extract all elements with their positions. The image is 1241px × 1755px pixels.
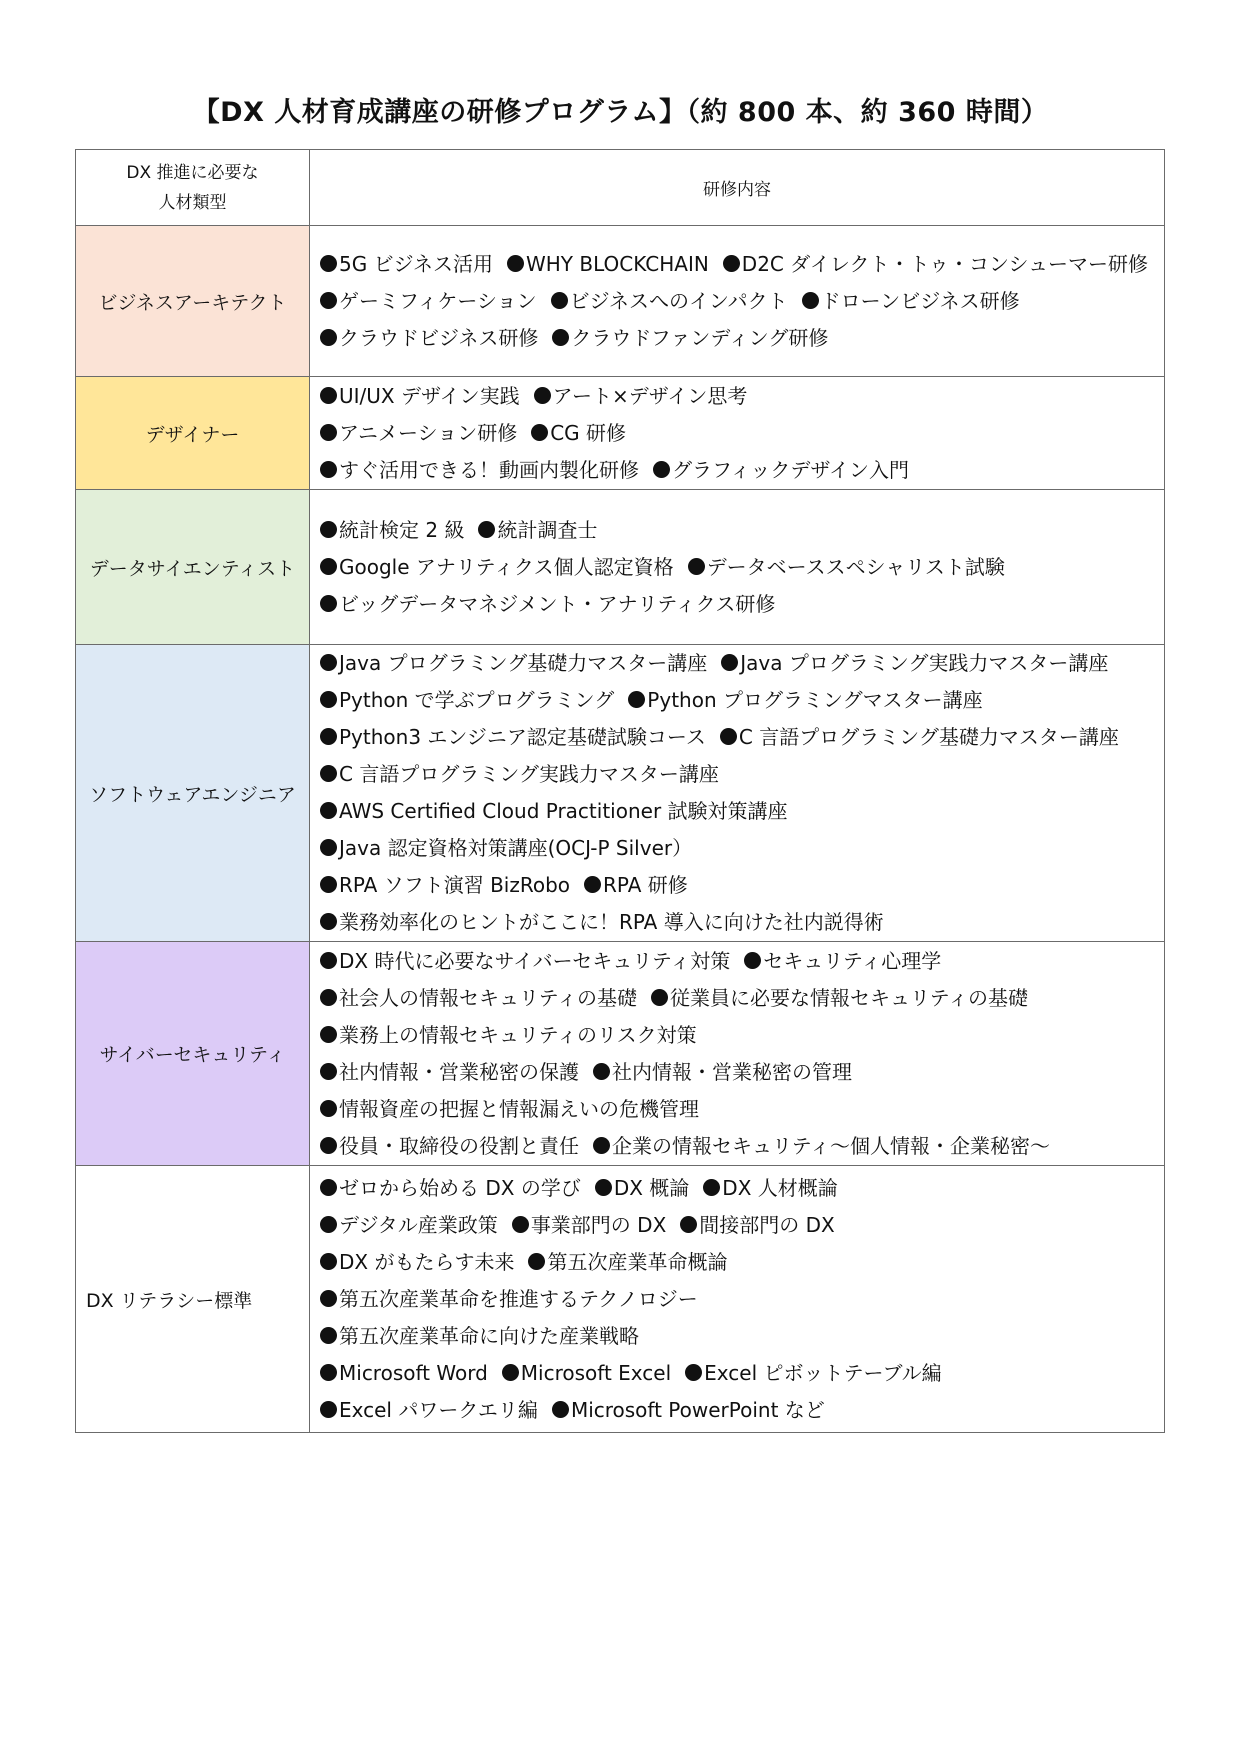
bullet-icon: [320, 989, 337, 1006]
bullet-icon: [552, 329, 569, 346]
course-line: [320, 1017, 1164, 1054]
course-item: [320, 421, 517, 445]
course-item: [320, 1361, 488, 1385]
course-label: アート×デザイン思考: [552, 383, 748, 408]
bullet-icon: [685, 1364, 702, 1381]
bullet-icon: [502, 1364, 519, 1381]
course-line: [320, 830, 1164, 867]
course-label: DX がもたらす未来: [339, 1249, 515, 1274]
table-row: [76, 377, 1165, 490]
course-item: [320, 289, 537, 313]
course-line: [320, 1281, 1164, 1318]
bullet-icon: [320, 1063, 337, 1080]
course-label: 役員・取締役の役割と責任: [339, 1133, 579, 1158]
course-label: 第五次産業革命を推進するテクノロジー: [339, 1286, 698, 1311]
course-label: RPA ソフト演習 BizRobo: [339, 873, 571, 897]
course-label: 業務効率化のヒントがここに！RPA 導入に向けた社内説得術: [339, 910, 884, 934]
course-item: [320, 326, 538, 350]
course-label: Microsoft Excel: [520, 1360, 672, 1385]
course-line: [320, 1128, 1164, 1165]
bullet-icon: [320, 387, 337, 404]
bullet-icon: [320, 765, 337, 782]
bullet-icon: [653, 461, 670, 478]
course-label: Java プログラミング基礎力マスター講座: [339, 651, 708, 675]
bullet-icon: [320, 876, 337, 893]
course-label: 事業部門の DX: [530, 1212, 667, 1237]
bullet-icon: [320, 292, 337, 309]
course-label: 情報資産の把握と情報漏えいの危機管理: [339, 1096, 699, 1121]
bullet-icon: [507, 255, 524, 272]
table-row: [76, 226, 1165, 377]
table-header-row: [76, 150, 1165, 226]
course-list-cell: [310, 226, 1165, 377]
course-item: [320, 688, 614, 712]
category-cell: ソフトウェアエンジニア: [76, 645, 310, 942]
bullet-icon: [723, 255, 740, 272]
course-item: [320, 1213, 498, 1237]
course-list-cell: [310, 942, 1165, 1166]
course-line: [320, 1091, 1164, 1128]
course-line: [320, 1170, 1164, 1207]
course-label: 業務上の情報セキュリティのリスク対策: [339, 1022, 697, 1047]
category-header: [76, 150, 310, 226]
course-item: [744, 949, 941, 973]
course-line: [320, 452, 1164, 489]
course-label: Python で学ぶプログラミング: [339, 688, 615, 712]
course-item: [551, 289, 788, 313]
course-item: [320, 252, 493, 276]
bullet-icon: [552, 1401, 569, 1418]
course-item: [507, 252, 709, 276]
course-label: アニメーション研修: [339, 420, 518, 445]
course-item: [628, 688, 982, 712]
course-label: CG 研修: [550, 420, 627, 445]
course-item: [320, 384, 520, 408]
course-item: [320, 1176, 581, 1200]
course-line: [320, 586, 1164, 623]
table-row: [76, 490, 1165, 645]
course-item: [320, 651, 707, 675]
course-line: [320, 793, 1164, 830]
course-line: [320, 549, 1164, 586]
course-item: [320, 836, 692, 860]
course-label: すぐ活用できる！動画内製化研修: [339, 457, 639, 482]
bullet-icon: [320, 1364, 337, 1381]
bullet-icon: [320, 521, 337, 538]
bullet-icon: [320, 255, 337, 272]
course-line: [320, 512, 1164, 549]
bullet-icon: [320, 952, 337, 969]
course-item: [320, 949, 730, 973]
course-label: 企業の情報セキュリティ～個人情報・企業秘密～: [612, 1133, 1050, 1158]
course-item: [320, 762, 719, 786]
bullet-icon: [320, 1100, 337, 1117]
course-label: グラフィックデザイン入門: [672, 457, 909, 482]
bullet-icon: [595, 1179, 612, 1196]
course-line: [320, 943, 1164, 980]
course-label: デジタル産業政策: [339, 1212, 498, 1237]
course-label: Google アナリティクス個人認定資格: [339, 554, 674, 579]
course-item: [534, 384, 748, 408]
bullet-icon: [628, 691, 645, 708]
course-label: 社内情報・営業秘密の保護: [339, 1059, 579, 1084]
course-item: [320, 725, 706, 749]
course-item: [685, 1361, 942, 1385]
course-item: [320, 1287, 698, 1311]
table-row: [76, 942, 1165, 1166]
course-line: [320, 1207, 1164, 1244]
bullet-icon: [320, 654, 337, 671]
bullet-icon: [320, 558, 337, 575]
bullet-icon: [584, 876, 601, 893]
course-item: [320, 1398, 538, 1422]
course-label: Microsoft Word: [339, 1360, 488, 1385]
course-item: [320, 1250, 514, 1274]
course-label: DX 概論: [613, 1175, 690, 1200]
table-row: [76, 645, 1165, 942]
course-label: クラウドビジネス研修: [339, 325, 539, 350]
course-label: D2C ダイレクト・トゥ・コンシューマー研修: [741, 251, 1149, 276]
course-label: Microsoft PowerPoint など: [570, 1397, 825, 1422]
course-item: [320, 518, 464, 542]
bullet-icon: [528, 1253, 545, 1270]
bullet-icon: [320, 595, 337, 612]
course-label: Excel ピボットテーブル編: [704, 1360, 942, 1385]
bullet-icon: [320, 1216, 337, 1233]
course-label: ゼロから始める DX の学び: [339, 1175, 581, 1200]
course-label: Python プログラミングマスター講座: [647, 688, 983, 712]
bullet-icon: [320, 1179, 337, 1196]
course-item: [531, 421, 626, 445]
course-item: [320, 555, 674, 579]
course-list-cell: [310, 490, 1165, 645]
course-item: [584, 873, 688, 897]
course-item: [595, 1176, 689, 1200]
course-label: Excel パワークエリ編: [339, 1397, 538, 1422]
category-header-line: 人材類型: [158, 192, 227, 213]
course-label: データベーススペシャリスト試験: [706, 554, 1005, 579]
bullet-icon: [320, 461, 337, 478]
course-item: [688, 555, 1005, 579]
course-line: [320, 1392, 1164, 1429]
course-line: [320, 682, 1164, 719]
course-item: [528, 1250, 727, 1274]
course-line: [320, 980, 1164, 1017]
bullet-icon: [703, 1179, 720, 1196]
document-title: 【DX 人材育成講座の研修プログラム】（約 800 本、約 360 時間）: [192, 97, 1049, 128]
bullet-icon: [512, 1216, 529, 1233]
course-label: AWS Certified Cloud Practitioner 試験対策講座: [339, 799, 788, 823]
course-line: [320, 415, 1164, 452]
course-item: [478, 518, 597, 542]
bullet-icon: [720, 728, 737, 745]
bullet-icon: [534, 387, 551, 404]
course-item: [720, 725, 1119, 749]
bullet-icon: [651, 989, 668, 1006]
course-item: [802, 289, 1020, 313]
course-label: 社会人の情報セキュリティの基礎: [339, 985, 637, 1010]
course-item: [320, 1324, 639, 1348]
bullet-icon: [593, 1137, 610, 1154]
bullet-icon: [688, 558, 705, 575]
bullet-icon: [802, 292, 819, 309]
course-item: [320, 799, 788, 823]
content-header: 研修内容: [310, 150, 1165, 226]
course-label: 従業員に必要な情報セキュリティの基礎: [670, 985, 1028, 1010]
bullet-icon: [551, 292, 568, 309]
course-list-cell: [310, 645, 1165, 942]
bullet-icon: [320, 802, 337, 819]
course-item: [721, 651, 1108, 675]
course-label: ビジネスへのインパクト: [569, 288, 788, 313]
course-item: [320, 1097, 699, 1121]
course-label: Java 認定資格対策講座(OCJ-P Silver）: [339, 836, 693, 860]
course-line: [320, 283, 1164, 320]
course-list-cell: [310, 377, 1165, 490]
bullet-icon: [721, 654, 738, 671]
course-label: DX 時代に必要なサイバーセキュリティ対策: [339, 948, 731, 973]
course-line: [320, 1355, 1164, 1392]
bullet-icon: [320, 424, 337, 441]
course-label: 5G ビジネス活用: [339, 251, 493, 276]
table-row: [76, 1166, 1165, 1433]
course-label: Python3 エンジニア認定基礎試験コース: [339, 725, 706, 749]
category-cell: サイバーセキュリティ: [76, 942, 310, 1166]
course-item: [651, 986, 1028, 1010]
course-line: [320, 867, 1164, 904]
course-label: UI/UX デザイン実践: [339, 383, 520, 408]
course-item: [320, 458, 639, 482]
bullet-icon: [478, 521, 495, 538]
course-line: [320, 1054, 1164, 1091]
bullet-icon: [593, 1063, 610, 1080]
bullet-icon: [531, 424, 548, 441]
category-cell: データサイエンティスト: [76, 490, 310, 645]
course-line: [320, 719, 1164, 756]
course-line: [320, 645, 1164, 682]
bullet-icon: [320, 1026, 337, 1043]
course-label: RPA 研修: [603, 873, 688, 897]
course-label: クラウドファンディング研修: [571, 325, 829, 350]
course-line: [320, 756, 1164, 793]
course-label: 社内情報・営業秘密の管理: [612, 1059, 852, 1084]
bullet-icon: [320, 1401, 337, 1418]
course-item: [320, 592, 775, 616]
bullet-icon: [320, 1137, 337, 1154]
course-label: DX 人材概論: [722, 1175, 838, 1200]
table-body: [76, 150, 1165, 1433]
course-label: 第五次産業革命概論: [547, 1249, 728, 1274]
bullet-icon: [320, 1253, 337, 1270]
course-item: [723, 252, 1148, 276]
course-label: 間接部門の DX: [699, 1212, 835, 1237]
course-line: [320, 904, 1164, 941]
course-item: [653, 458, 909, 482]
course-line: [320, 1244, 1164, 1281]
course-label: 第五次産業革命に向けた産業戦略: [339, 1323, 639, 1348]
course-line: [320, 378, 1164, 415]
course-item: [593, 1134, 1050, 1158]
course-label: C 言語プログラミング実践力マスター講座: [339, 762, 719, 786]
course-label: 統計調査士: [497, 517, 598, 542]
course-item: [320, 1134, 579, 1158]
course-label: 統計検定 2 級: [339, 517, 465, 542]
course-item: [320, 873, 570, 897]
course-item: [320, 986, 637, 1010]
course-item: [320, 910, 884, 934]
course-label: ゲーミフィケーション: [339, 288, 537, 313]
course-label: Java プログラミング実践力マスター講座: [740, 651, 1109, 675]
course-list-cell: [310, 1166, 1165, 1433]
bullet-icon: [320, 691, 337, 708]
category-cell: ビジネスアーキテクト: [76, 226, 310, 377]
bullet-icon: [680, 1216, 697, 1233]
course-item: [680, 1213, 834, 1237]
course-label: C 言語プログラミング基礎力マスター講座: [738, 725, 1119, 749]
course-item: [703, 1176, 837, 1200]
course-item: [502, 1361, 671, 1385]
bullet-icon: [320, 1290, 337, 1307]
course-item: [320, 1023, 697, 1047]
bullet-icon: [320, 839, 337, 856]
course-label: ビッグデータマネジメント・アナリティクス研修: [339, 591, 776, 616]
course-line: [320, 1318, 1164, 1355]
course-item: [552, 1398, 825, 1422]
course-item: [593, 1060, 852, 1084]
bullet-icon: [744, 952, 761, 969]
course-item: [552, 326, 828, 350]
course-label: ドローンビジネス研修: [820, 288, 1020, 313]
course-line: [320, 246, 1164, 283]
category-header-line: DX 推進に必要な: [126, 162, 259, 183]
bullet-icon: [320, 1327, 337, 1344]
bullet-icon: [320, 728, 337, 745]
course-label: セキュリティ心理学: [763, 948, 942, 973]
bullet-icon: [320, 329, 337, 346]
training-program-table: [75, 149, 1165, 1433]
course-item: [320, 1060, 579, 1084]
course-line: [320, 320, 1164, 357]
category-cell: DX リテラシー標準: [76, 1166, 310, 1433]
course-item: [512, 1213, 666, 1237]
course-label: WHY BLOCKCHAIN: [525, 251, 709, 276]
bullet-icon: [320, 913, 337, 930]
category-cell: デザイナー: [76, 377, 310, 490]
